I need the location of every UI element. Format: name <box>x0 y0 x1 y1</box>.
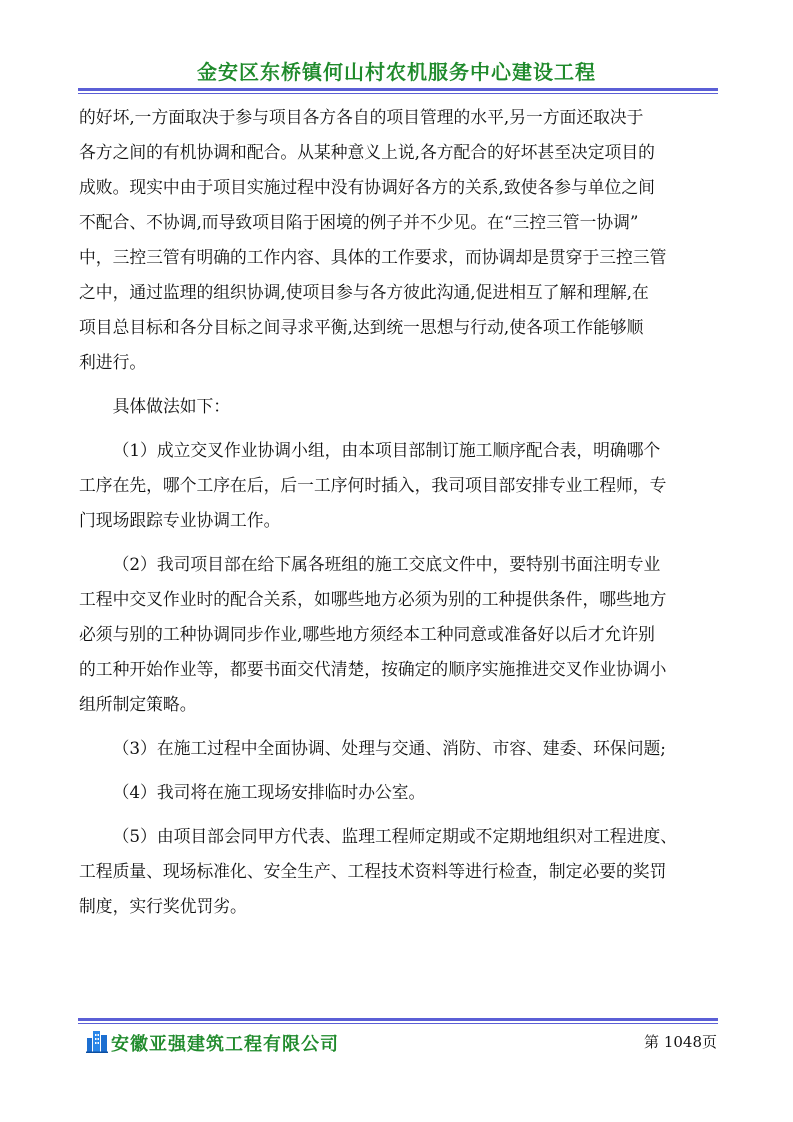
item-3-line: （3）在施工过程中全面协调、处理与交通、消防、市容、建委、环保问题; <box>112 738 666 758</box>
footer-rule-thin <box>78 1023 718 1024</box>
item-1-line: （1）成立交叉作业协调小组，由本项目部制订施工顺序配合表，明确哪个 <box>112 440 661 460</box>
footer-company-name: 安徽亚强建筑工程有限公司 <box>111 1034 339 1055</box>
document-title: 金安区东桥镇何山村农机服务中心建设工程 <box>197 60 596 84</box>
item-2-line: 必须与别的工种协调同步作业,哪些地方须经本工种同意或准备好以后才允许别 <box>79 624 655 644</box>
item-1-line: 门现场跟踪专业协调工作。 <box>79 510 281 530</box>
item-2-line: （2）我司项目部在给下属各班组的施工交底文件中，要特别书面注明专业 <box>112 554 661 574</box>
item-4-line: （4）我司将在施工现场安排临时办公室。 <box>112 782 426 802</box>
intro-line: 中，三控三管有明确的工作内容、具体的工作要求，而协调却是贯穿于三控三管 <box>79 247 667 267</box>
building-logo-icon <box>86 1029 108 1053</box>
intro-line: 项目总目标和各分目标之间寻求平衡,达到统一思想与行动,使各项工作能够顺 <box>79 317 644 337</box>
header-rule-thin <box>78 93 718 94</box>
item-5-line: 工程质量、现场标准化、安全生产、工程技术资料等进行检查，制定必要的奖罚 <box>79 861 667 881</box>
footer-rule-thick <box>78 1018 718 1021</box>
item-5-line: （5）由项目部会同甲方代表、监理工程师定期或不定期地组织对工程进度、 <box>112 826 678 846</box>
header-rule-thick <box>78 88 718 91</box>
method-heading: 具体做法如下： <box>112 396 231 416</box>
intro-line: 之中，通过监理的组织协调,使项目参与各方彼此沟通,促进相互了解和理解,在 <box>79 282 649 302</box>
intro-line: 利进行。 <box>79 352 147 372</box>
item-1-line: 工序在先，哪个工序在后，后一工序何时插入，我司项目部安排专业工程师，专 <box>79 475 667 495</box>
document-body <box>79 100 719 924</box>
page-number: 第 1048页 <box>644 1033 717 1051</box>
item-2-line: 组所制定策略。 <box>79 694 197 714</box>
item-2-line: 的工种开始作业等，都要书面交代清楚，按确定的顺序实施推进交叉作业协调小 <box>79 659 667 679</box>
item-2-line: 工程中交叉作业时的配合关系，如哪些地方必须为别的工种提供条件，哪些地方 <box>79 589 667 609</box>
intro-line: 成败。现实中由于项目实施过程中没有协调好各方的关系,致使各参与单位之间 <box>79 177 655 197</box>
intro-line: 不配合、不协调,而导致项目陷于困境的例子并不少见。在“三控三管一协调” <box>79 212 639 232</box>
intro-line: 的好坏,一方面取决于参与项目各方各自的项目管理的水平,另一方面还取决于 <box>79 107 644 127</box>
intro-line: 各方之间的有机协调和配合。从某种意义上说,各方配合的好坏甚至决定项目的 <box>79 142 655 162</box>
item-5-line: 制度，实行奖优罚劣。 <box>79 896 247 916</box>
